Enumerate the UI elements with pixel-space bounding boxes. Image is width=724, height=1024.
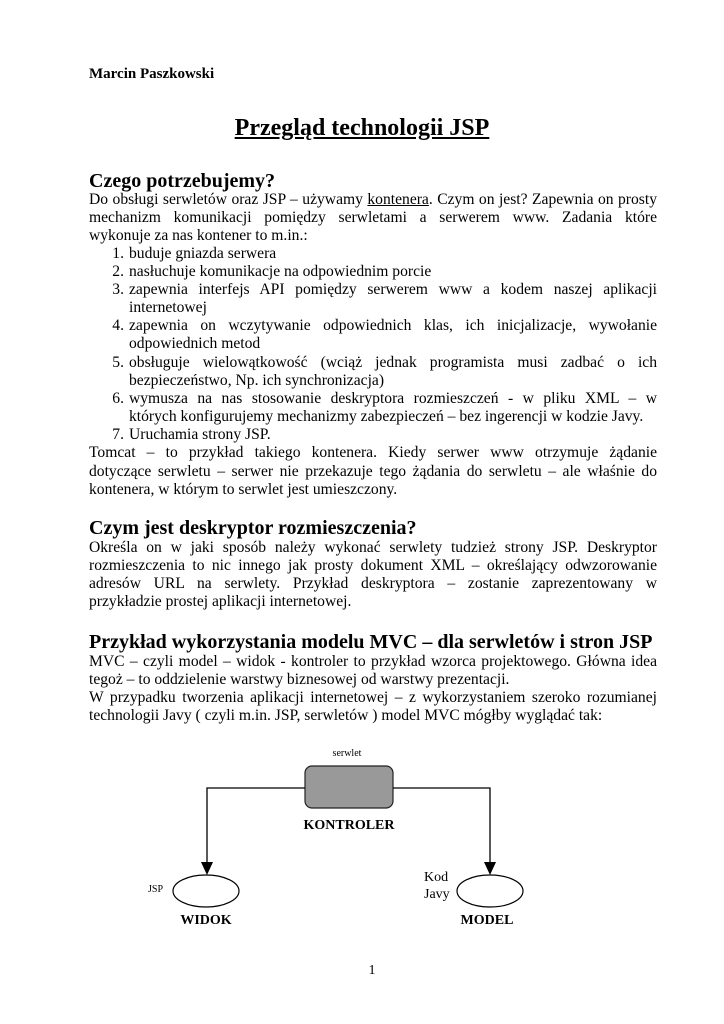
- list-item: Uruchamia strony JSP.: [129, 426, 271, 443]
- paragraph-line: rozmieszczenia to nic innego jak prosty dokument XML – określający odwzorowanie: [89, 557, 657, 574]
- paragraph-line: technologii Javy ( czyli m.in. JSP, serwletów ) model MVC mógłby wyglądać tak:: [89, 707, 603, 724]
- list-item: nasłuchuje komunikacje na odpowiednim porcie: [129, 263, 432, 280]
- author-name: Marcin Paszkowski: [89, 66, 215, 82]
- document-title-text: Przegląd technologii JSP: [234, 115, 490, 141]
- kontenera-link[interactable]: kontenera: [367, 191, 429, 208]
- list-number: 4.: [112, 317, 124, 334]
- paragraph-line: dotyczące serwletu – serwer nie przekazuje tego żądania do serwletu – ale właśnie do: [89, 463, 657, 480]
- list-item-continuation: bezpieczeństwo, Np. ich synchronizacja): [129, 372, 385, 389]
- list-number: 3.: [112, 281, 124, 298]
- list-item: obsługuje wielowątkowość (wciąż jednak programista musi zadbać o ich: [129, 354, 657, 371]
- section-heading-deskryptor: Czym jest deskryptor rozmieszczenia?: [89, 517, 417, 539]
- page-number: 1: [368, 963, 376, 978]
- view-label: WIDOK: [180, 913, 232, 928]
- list-item: zapewnia on wczytywanie odpowiednich klas, ich inicjalizacje, wywołanie: [129, 317, 657, 334]
- text-fragment: Do obsługi serwletów oraz JSP – używamy: [89, 191, 368, 208]
- controller-label: KONTROLER: [303, 818, 395, 833]
- list-number: 1.: [112, 245, 124, 262]
- arrow-down-icon: [484, 862, 496, 875]
- paragraph-line: mechanizm komunikacji pomiędzy serwletami a serwerem www. Zadania które: [89, 209, 657, 226]
- list-number: 5.: [112, 354, 124, 371]
- list-item-continuation: internetowej: [129, 299, 207, 316]
- paragraph-line: Określa on w jaki sposób należy wykonać serwlety tudzież strony JSP. Deskryptor: [89, 539, 657, 556]
- arrow-down-icon: [201, 862, 213, 875]
- list-number: 7.: [112, 426, 124, 443]
- paragraph-line: przykładzie prostej aplikacji internetowej.: [89, 593, 352, 610]
- paragraph-line: tegoż – to oddzielenie warstwy biznesowej od warstwy prezentacji.: [89, 671, 510, 688]
- model-ellipse: [457, 875, 523, 907]
- model-label: MODEL: [460, 913, 514, 928]
- controller-tag: serwlet: [332, 748, 362, 759]
- paragraph-line: Tomcat – to przykład takiego kontenera. Kiedy serwer www otrzymuje żądanie: [89, 444, 657, 461]
- list-number: 6.: [112, 390, 124, 407]
- paragraph-line: wykonuje za nas kontener to m.in.:: [89, 227, 308, 244]
- paragraph-line: W przypadku tworzenia aplikacji internetowej – z wykorzystaniem szeroko rozumianej: [89, 689, 657, 706]
- paragraph-line: adresów URL na serwlety. Przykład deskryptora – zostanie zaprezentowany w: [89, 575, 657, 592]
- controller-box: [305, 766, 393, 808]
- text-fragment: . Czym on jest? Zapewnia on prosty: [428, 191, 657, 208]
- list-item-continuation: odpowiednich metod: [129, 335, 261, 352]
- view-tag: JSP: [148, 884, 164, 895]
- model-tag-line1: Kod: [424, 870, 449, 885]
- list-item: wymusza na nas stosowanie deskryptora rozmieszczeń - w pliku XML – w: [129, 390, 657, 407]
- model-tag-line2: Javy: [424, 887, 450, 902]
- paragraph-line: kontenera, w którym to serwlet jest umieszczony.: [89, 481, 398, 498]
- section-heading-mvc: Przykład wykorzystania modelu MVC – dla serwletów i stron JSP: [89, 631, 653, 653]
- view-ellipse: [173, 875, 239, 907]
- section-heading-czego-potrzebujemy: Czego potrzebujemy?: [89, 170, 276, 192]
- list-item-continuation: których konfigurujemy mechanizmy zabezpieczeń – bez ingerencji w kodzie Javy.: [129, 408, 644, 425]
- list-item: buduje gniazda serwera: [129, 245, 277, 262]
- list-number: 2.: [112, 263, 124, 280]
- paragraph-line: MVC – czyli model – widok - kontroler to przykład wzorca projektowego. Główna idea: [89, 653, 657, 670]
- list-item: zapewnia interfejs API pomiędzy serwerem www a kodem naszej aplikacji: [129, 281, 657, 298]
